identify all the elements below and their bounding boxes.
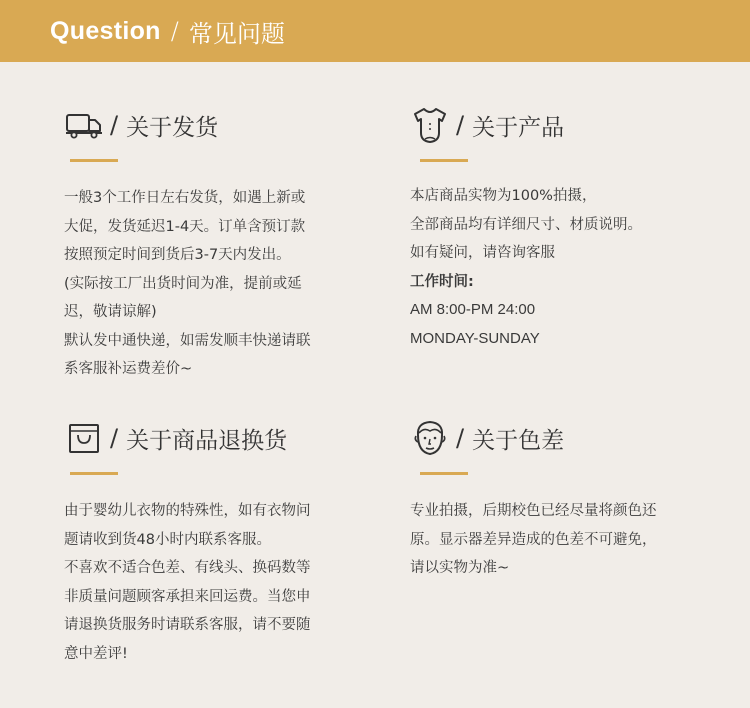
shopping-bag-icon bbox=[64, 418, 104, 458]
section-underline bbox=[70, 472, 118, 475]
body-line: 一般3个工作日左右发货，如遇上新或 bbox=[64, 190, 306, 206]
heading-separator: / bbox=[456, 111, 465, 139]
body-line: 按照预定时间到货后3-7天内发出。 bbox=[64, 247, 291, 263]
body-line: 系客服补运费差价~ bbox=[64, 361, 193, 377]
working-hours-label: 工作时间: bbox=[410, 273, 474, 290]
body-line: 题请收到货48小时内联系客服。 bbox=[64, 531, 271, 548]
body-line: 原。显示器差异造成的色差不可避免， bbox=[410, 531, 657, 548]
section-underline bbox=[70, 159, 118, 162]
header-title-cn: 常见问题 bbox=[188, 19, 285, 48]
body-line: 非质量问题顾客承担来回运费。当您申 bbox=[64, 588, 311, 605]
section-heading bbox=[64, 105, 394, 145]
section-title: 关于产品 bbox=[472, 114, 565, 141]
heading-separator: / bbox=[456, 424, 465, 452]
body-line: 专业拍摄，后期校色已经尽量将颜色还 bbox=[410, 503, 657, 519]
body-line: 请退换货服务时请联系客服，请不要随 bbox=[64, 617, 311, 633]
header-title-en: Question bbox=[50, 16, 161, 45]
section-body bbox=[410, 497, 740, 583]
body-line: 迟，敬请谅解) bbox=[64, 304, 157, 320]
section-title: 关于发货 bbox=[126, 114, 219, 141]
face-icon bbox=[410, 418, 450, 458]
section-underline bbox=[420, 472, 468, 475]
section-color-difference bbox=[410, 418, 740, 583]
section-shipping bbox=[64, 105, 394, 384]
delivery-truck-icon bbox=[64, 105, 104, 145]
body-line: 由于婴幼儿衣物的特殊性，如有衣物问 bbox=[64, 503, 311, 519]
body-line: 不喜欢不适合色差、有线头、换码数等 bbox=[64, 560, 311, 576]
body-line: 大促，发货延迟1-4天。订单含预订款 bbox=[64, 218, 306, 235]
section-title: 关于色差 bbox=[472, 427, 565, 454]
section-product bbox=[410, 105, 740, 353]
baby-onesie-icon bbox=[410, 105, 450, 145]
page-header bbox=[0, 0, 750, 62]
body-line: 全部商品均有详细尺寸、材质说明。 bbox=[410, 216, 642, 233]
section-heading bbox=[64, 418, 394, 458]
section-body bbox=[64, 497, 394, 668]
working-hours-time: AM 8:00-PM 24:00 bbox=[410, 301, 536, 318]
heading-separator: / bbox=[110, 111, 119, 139]
header-separator: / bbox=[170, 17, 179, 45]
working-days: MONDAY-SUNDAY bbox=[410, 329, 540, 347]
section-heading bbox=[410, 418, 740, 458]
section-returns bbox=[64, 418, 394, 668]
body-line: 如有疑问，请咨询客服 bbox=[410, 245, 555, 261]
section-underline bbox=[420, 159, 468, 162]
body-line: 本店商品实物为100%拍摄， bbox=[410, 188, 597, 204]
section-heading bbox=[410, 105, 740, 145]
section-body bbox=[410, 182, 740, 353]
section-body bbox=[64, 184, 394, 384]
body-line: (实际按工厂出货时间为准，提前或延 bbox=[64, 275, 302, 292]
section-title: 关于商品退换货 bbox=[126, 427, 288, 454]
heading-separator: / bbox=[110, 424, 119, 452]
body-line: 意中差评! bbox=[64, 645, 128, 662]
body-line: 请以实物为准~ bbox=[410, 560, 510, 576]
body-line: 默认发中通快递，如需发顺丰快递请联 bbox=[64, 332, 311, 349]
